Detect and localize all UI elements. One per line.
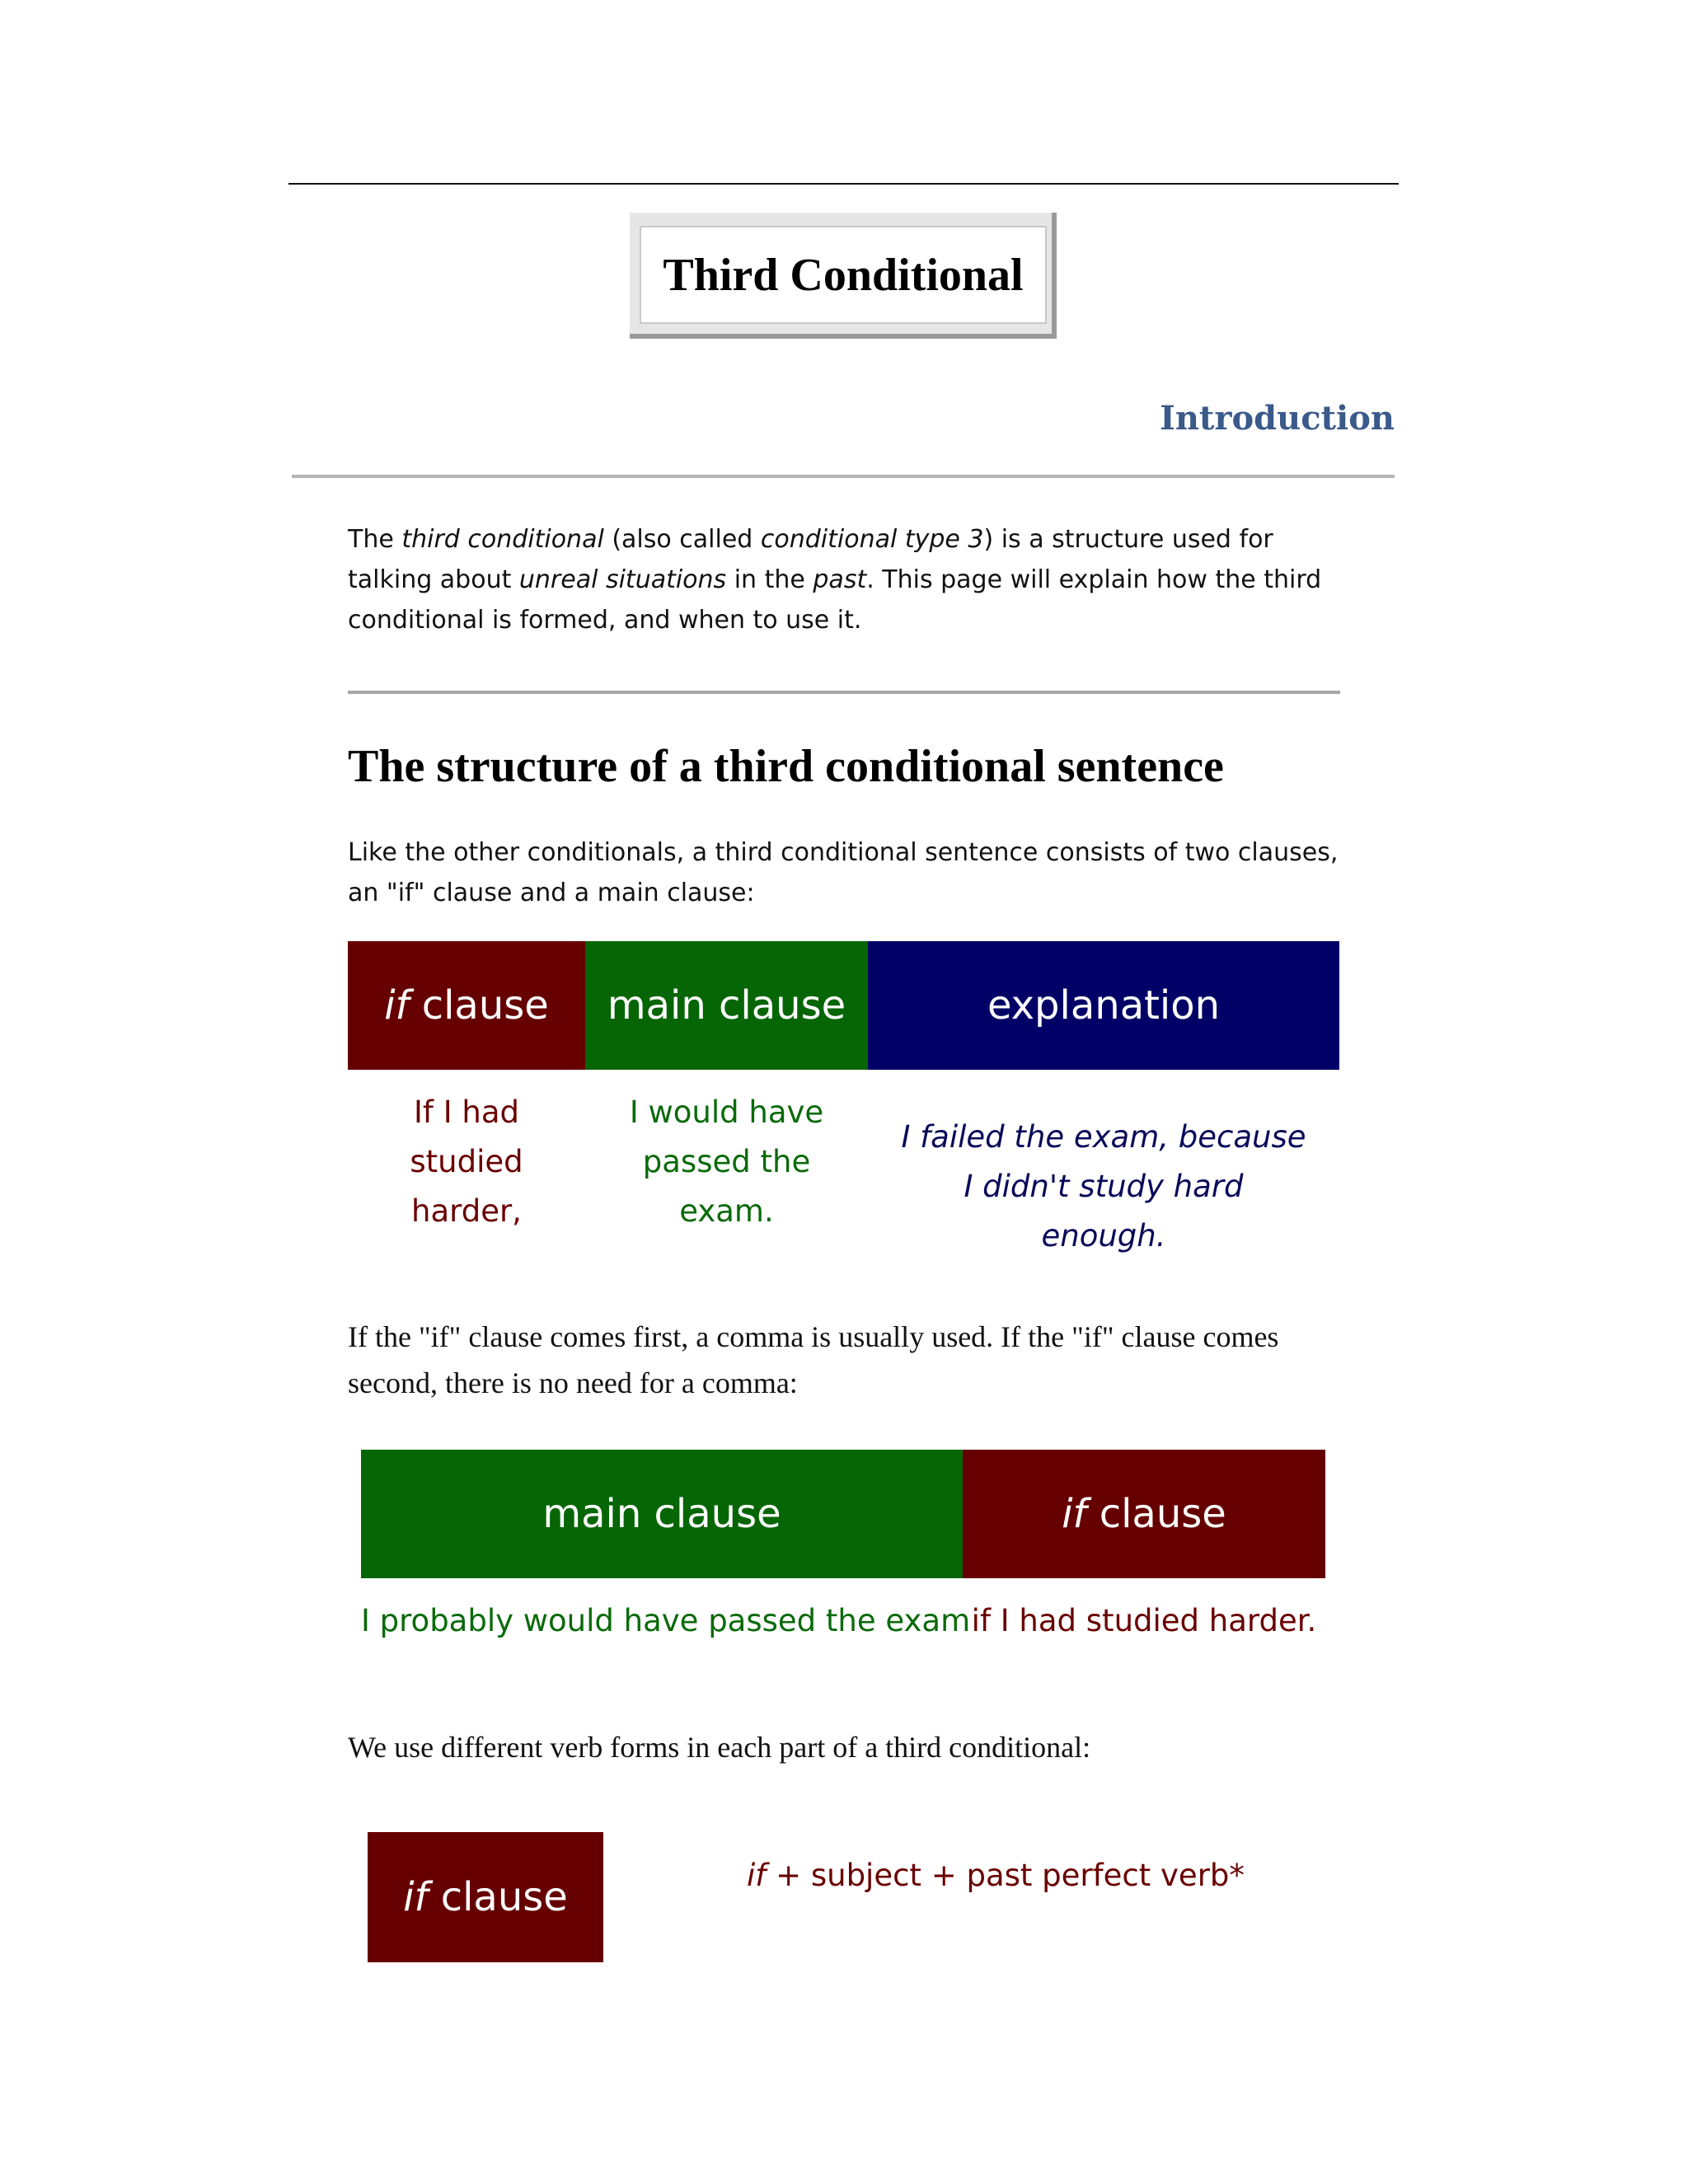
title-box	[630, 213, 1057, 339]
title-frame	[640, 226, 1047, 324]
intro-text: ) is a structure used for talking about	[348, 525, 1273, 594]
intro-emphasis: unreal situations	[518, 565, 727, 594]
explanation-header: explanation	[868, 941, 1339, 1070]
intro-text: The	[348, 525, 402, 554]
intro-text: . This page will explain how the third conditional is formed, and when to use it.	[348, 565, 1322, 635]
intro-emphasis: past	[813, 565, 867, 594]
intro-divider	[292, 475, 1395, 478]
intro-emphasis: conditional type 3	[760, 525, 984, 554]
section-divider	[348, 691, 1340, 694]
if-clause-example: If I had studied harder,	[410, 1094, 523, 1229]
page-title: Third Conditional	[663, 249, 1024, 301]
verb-forms-paragraph: We use different verb forms in each part of a third conditional:	[348, 1731, 1091, 1764]
if-clause-header	[348, 941, 585, 1070]
intro-emphasis: third conditional	[401, 525, 604, 554]
explanation-example: I failed the exam, because I didn't study hard enough.	[901, 1119, 1306, 1254]
top-divider	[288, 183, 1399, 185]
comma-paragraph: If the "if" clause comes first, a comma is usually used. If the "if" clause comes second, there is no need for a comma:	[348, 1320, 1279, 1399]
if-clause-header-3	[368, 1832, 603, 1962]
clause-word: clause	[428, 1874, 568, 1920]
main-clause-header: main clause	[585, 941, 868, 1070]
if-word: if	[403, 1874, 429, 1920]
main-clause-header-2: main clause	[361, 1450, 963, 1578]
intro-paragraph	[348, 519, 1345, 640]
if-clause-example-2: if I had studied harder.	[971, 1603, 1317, 1638]
if-word: if	[384, 982, 410, 1029]
clause-word: clause	[409, 982, 549, 1029]
intro-heading: Introduction	[1160, 399, 1395, 438]
formula-text: + subject + past perfect verb*	[766, 1858, 1245, 1893]
if-clause-formula	[747, 1858, 1245, 1893]
intro-text: (also called	[603, 525, 761, 554]
if-clause-header-2	[963, 1450, 1325, 1578]
intro-text: in the	[726, 565, 814, 594]
main-clause-example: I would have passed the exam.	[629, 1094, 824, 1229]
clause-word: clause	[1086, 1491, 1226, 1537]
structure-heading: The structure of a third conditional sentence	[348, 741, 1224, 792]
main-clause-example-2: I probably would have passed the exam	[361, 1603, 971, 1638]
if-word: if	[1062, 1491, 1087, 1537]
structure-paragraph: Like the other conditionals, a third conditional sentence consists of two clauses, an "if" clause and a main clause:	[348, 838, 1339, 907]
formula-if-word: if	[747, 1858, 767, 1893]
